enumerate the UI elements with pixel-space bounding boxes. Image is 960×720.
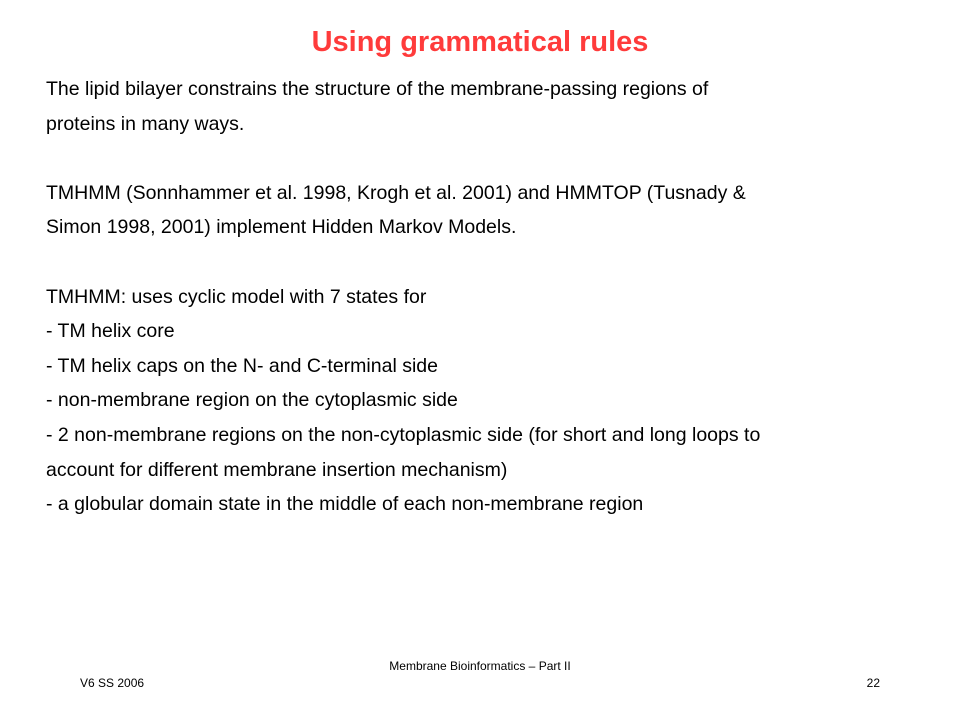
text-line: The lipid bilayer constrains the structure of the membrane-passing regions of xyxy=(46,78,709,100)
slide-body xyxy=(46,72,926,522)
list-item-continuation: account for different membrane insertion mechanism) xyxy=(46,458,508,481)
footer-page-number: 22 xyxy=(866,676,880,690)
footer-course: V6 SS 2006 xyxy=(80,676,145,690)
text-line: TMHMM: uses cyclic model with 7 states for xyxy=(46,285,427,308)
footer-lecture-title: Membrane Bioinformatics – Part II xyxy=(389,659,571,673)
paragraph-tmhmm-states xyxy=(46,280,926,522)
list-item: - TM helix caps on the N- and C-terminal side xyxy=(46,354,438,377)
list-item: - 2 non-membrane regions on the non-cytoplasmic side (for short and long loops to xyxy=(46,423,761,446)
text-line: TMHMM (Sonnhammer et al. 1998, Krogh et al. 2001) and HMMTOP (Tusnady & xyxy=(46,181,746,204)
text-line: Simon 1998, 2001) implement Hidden Markov Models. xyxy=(46,216,517,239)
list-item: - a globular domain state in the middle of each non-membrane region xyxy=(46,493,644,516)
text-line: proteins in many ways. xyxy=(46,112,245,135)
paragraph-tools xyxy=(46,176,926,245)
list-item: - non-membrane region on the cytoplasmic side xyxy=(46,389,458,412)
list-item: - TM helix core xyxy=(46,320,175,343)
slide-title: Using grammatical rules xyxy=(311,26,649,58)
paragraph-intro xyxy=(46,72,926,141)
